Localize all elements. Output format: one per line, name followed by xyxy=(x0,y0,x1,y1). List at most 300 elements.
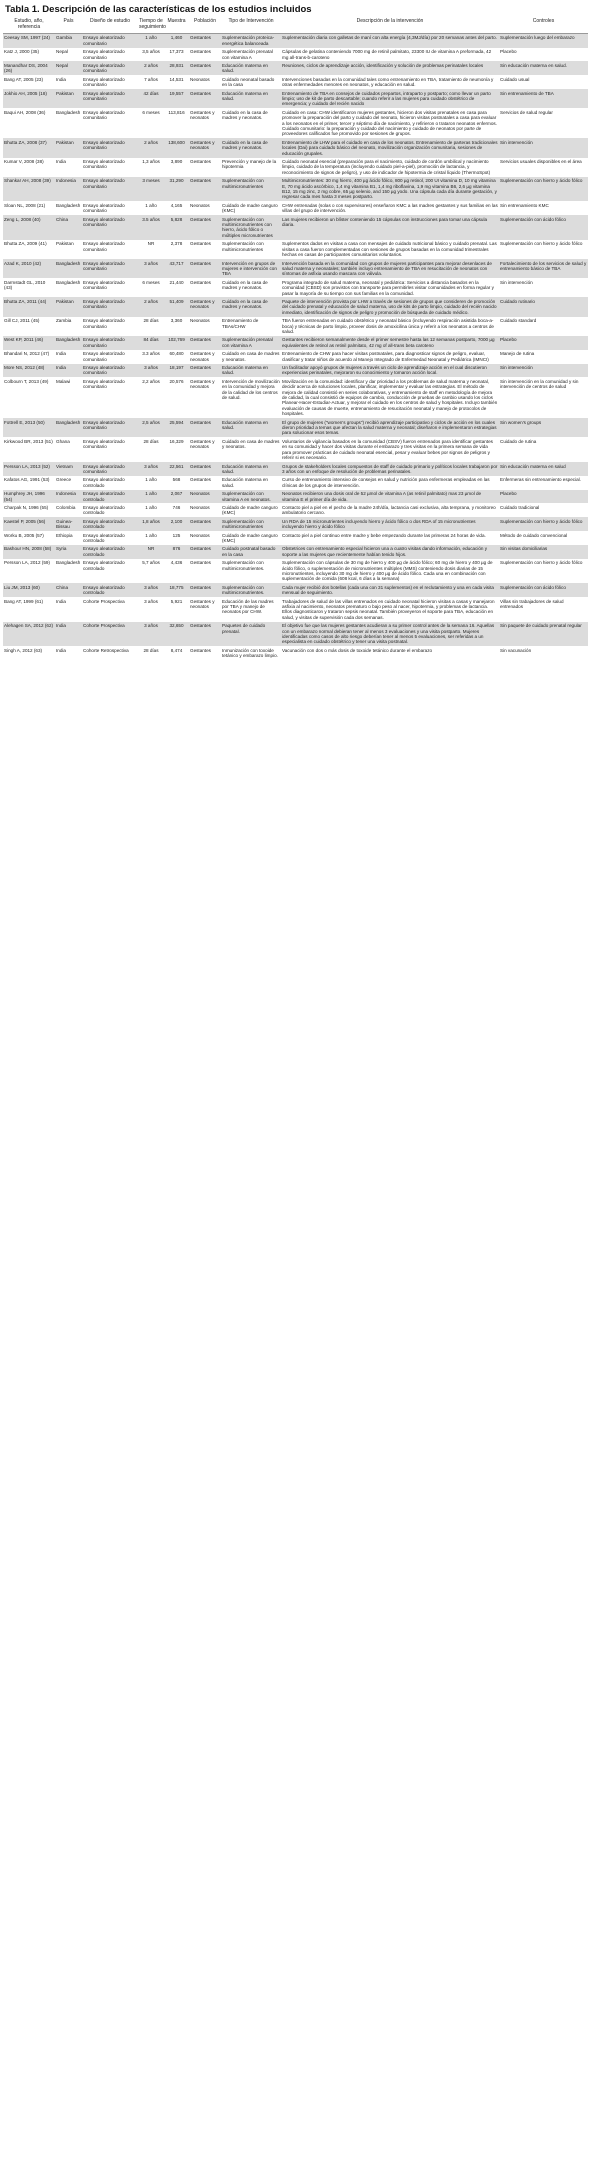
table-cell: Cuidado en la casa de madres y neonatos. xyxy=(221,108,281,138)
table-cell: Sin visitas domiciliarias xyxy=(499,545,588,559)
col-header: Descripción de la intervención xyxy=(281,17,499,33)
table-cell: 60,480 xyxy=(164,350,189,364)
table-cell: Charpak N, 1996 (55) xyxy=(3,503,55,517)
table-cell: Gestantes xyxy=(189,646,221,660)
table-cell: Ensayo aleatorizado comunitario xyxy=(82,177,138,202)
table-cell: Ensayo aleatorizado comunitario xyxy=(82,336,138,350)
table-cell: 25,594 xyxy=(164,418,189,437)
table-cell: 1 año xyxy=(138,531,164,545)
table-cell: 2 años xyxy=(138,138,164,157)
table-cell: Gestantes y neonatos xyxy=(189,377,221,418)
table-cell: Gestantes xyxy=(189,177,221,202)
table-row xyxy=(3,108,588,138)
table-row xyxy=(3,48,588,62)
table-cell: Pakistan xyxy=(55,138,82,157)
table-cell: 84 días xyxy=(138,336,164,350)
table-cell: China xyxy=(55,583,82,597)
table-cell: 51,409 xyxy=(164,297,189,316)
table-cell: Nepal xyxy=(55,48,82,62)
table-cell: Sin entrenamiento de TBA xyxy=(499,89,588,108)
table-row xyxy=(3,138,588,157)
table-cell: Zeng L, 2008 (40) xyxy=(3,215,55,240)
table-cell: Educación materna en salud. xyxy=(221,476,281,490)
table-cell: Un facilitador apoyó grupos de mujeres a través un ciclo de aprendizaje acción en el cual discutieron experiencias perinatales, mejoraron su conocimiento y tomaron acción local. xyxy=(281,364,499,378)
table-cell: Bhandari N, 2012 (47) xyxy=(3,350,55,364)
table-cell: Contacto piel a piel en el pecho de la madre 24h/día, lactancia casi exclusiva, alta temprana, y monitoreo ambulatorio cercano. xyxy=(281,503,499,517)
table-cell: Gestantes xyxy=(189,364,221,378)
table-cell: Cuidado en casa de madres y neonatos. xyxy=(222,351,280,362)
table-cell: 3.3 años xyxy=(138,350,164,364)
table-cell: Suplementación diaria con galletas de maní con alta energía (4,3MJ/día) por 20 semanas antes del parto. xyxy=(281,33,499,47)
table-cell: Educación materna en salud. xyxy=(221,418,281,437)
table-cell: India xyxy=(55,158,82,177)
table-cell: Un RDA de 15 micronutrientes incluyendo hierro y ácido fólico o dos RDA of 15 micronutrientes incluyendo hierro y ácido fólico xyxy=(281,517,499,531)
table-cell: Ensayo aleatorizado comunitario xyxy=(82,278,138,297)
table-cell: Pakistan xyxy=(55,240,82,259)
table-cell: Ensayo aleatorizado controlado xyxy=(82,476,138,490)
table-cell: 18,775 xyxy=(164,583,189,597)
table-cell: Ensayo aleatorizado controlado xyxy=(82,545,138,559)
table-cell: Cuidado usual xyxy=(499,75,588,89)
table-cell: Sin women's groups xyxy=(499,418,588,437)
table-cell: Suplementación con hierro y ácido fólico xyxy=(499,559,588,584)
table-cell: Gestantes xyxy=(189,48,221,62)
table-cell: Liu JM, 2013 (60) xyxy=(3,583,55,597)
table-cell: Cuidado de madre canguro (KMC) xyxy=(221,503,281,517)
table-cell: Bangladesh xyxy=(55,108,82,138)
table-cell: 43,717 xyxy=(164,259,189,278)
table-cell: 1 año xyxy=(138,503,164,517)
table-cell: India xyxy=(55,364,82,378)
table-row xyxy=(3,503,588,517)
table-cell: 2,067 xyxy=(164,490,189,504)
col-header: Tiempo de seguimiento xyxy=(138,17,164,33)
table-cell: 19,557 xyxy=(164,89,189,108)
table-cell: Suplementación prenatal con vitamina A xyxy=(221,48,281,62)
table-cell: Intervención en grupos de mujeres e intervención con TBA xyxy=(221,259,281,278)
table-cell: Sin educación materna en salud xyxy=(499,462,588,476)
table-cell: Ensayo aleatorizado comunitario xyxy=(82,240,138,259)
table-cell: Gestantes y neonatos xyxy=(189,597,221,622)
table-row xyxy=(3,336,588,350)
table-cell: 5,828 xyxy=(164,215,189,240)
table-cell: 1 año xyxy=(138,33,164,47)
table-cell: Multimicronutrientes: 30 mg hierro, 400 µg ácido fólico, 800 µg retinol, 200 UI vitamina D, 10 mg vitamina E, 70 mg ácido ascórbico, 1,4 mg vitamina B1, 1,4 mg riboflavina, 1,9 mg vitamina B6, 2,6 µg vitamina B12, 15 mg zinc, 2 mg cobre, 65 µg selenio, and 150 µg yodo. Una cápsula cada día durante gestación, y regresar cada mes hasta 3 meses postparto. xyxy=(281,177,499,202)
table-cell: Cuidado en la casa de madres y neonatos. xyxy=(221,278,281,297)
table-cell: India xyxy=(55,622,82,647)
table-cell: Suplementación luego del embarazo xyxy=(499,33,588,47)
table-cell: 28 días xyxy=(138,646,164,660)
table-cell: Neonatos xyxy=(189,531,221,545)
table-cell: Cuidado tradicional xyxy=(499,503,588,517)
table-cell: More NS, 2012 (48) xyxy=(3,364,55,378)
table-cell: 3,360 xyxy=(164,317,189,336)
table-cell: Ensayo aleatorizado controlado xyxy=(82,503,138,517)
table-cell: 3 años xyxy=(138,597,164,622)
table-cell: Greece xyxy=(55,476,82,490)
table-cell: 125 xyxy=(164,531,189,545)
table-cell: Ensayo aleatorizado comunitario xyxy=(82,297,138,316)
table-cell: Prevención y manejo de la hipotermia xyxy=(221,158,281,177)
table-cell: Alehagen SA, 2012 (62) xyxy=(3,622,55,647)
table-cell: Gestantes xyxy=(189,545,221,559)
table-cell: Ensayo aleatorizado comunitario xyxy=(82,377,138,418)
table-cell: 3 meses xyxy=(138,177,164,202)
table-cell: Bashour HN, 2008 (58) xyxy=(3,545,55,559)
table-cell: Gestantes xyxy=(189,418,221,437)
table-cell: Suplementación con multimicronutrientes. xyxy=(221,559,281,584)
table-cell: China xyxy=(55,215,82,240)
table-cell: 18,197 xyxy=(164,364,189,378)
table-cell: Servicios usuales disponibles en el área xyxy=(499,158,588,177)
table-cell: Placebo xyxy=(499,48,588,62)
table-row xyxy=(3,531,588,545)
table-cell: 113,816 xyxy=(164,108,189,138)
table-cell: Gestantes xyxy=(189,33,221,47)
table-cell: Ensayo aleatorizado comunitario xyxy=(82,215,138,240)
table-cell: Las mujeres recibieron un blíster conteniendo 15 cápsulas con instrucciones para tomar una cápsula diaria. xyxy=(281,215,499,240)
table-cell: Gestantes xyxy=(189,61,221,75)
table-cell: El objetivo fue que las mujeres gestantes acudieran a su primer control antes de la semana 16. Aquellas con un embarazo normal debieran tener al menos 3 evaluaciones y una visita postparto. Mujeres identificadas como casos de alto riesgo deberían tener al menos 5 evaluaciones, ser referidas a un especialista en cuidado obstétrico y tener una visita postnatal. xyxy=(281,622,499,647)
table-cell: Singh A, 2012 (63) xyxy=(3,646,55,660)
table-cell: Ensayo aleatorizado controlado xyxy=(82,583,138,597)
table-cell: Suplementación con multimicronutrientes xyxy=(221,517,281,531)
table-row xyxy=(3,278,588,297)
table-cell: 3,890 xyxy=(164,158,189,177)
table-cell: Villas sin trabajadores de salud entrenados xyxy=(499,597,588,622)
table-row xyxy=(3,240,588,259)
table-cell: Colbourn T, 2013 (49) xyxy=(3,377,55,418)
table-row xyxy=(3,545,588,559)
table-cell: India xyxy=(55,646,82,660)
table-cell: Pakistan xyxy=(55,89,82,108)
table-cell: Fortalecimiento de los servicios de salud y entrenamiento básico de TBA xyxy=(499,259,588,278)
table-cell: Cohorte Prospectiva xyxy=(82,622,138,647)
table-cell: Gill CJ, 2011 (45) xyxy=(3,317,55,336)
table-cell: 14,531 xyxy=(164,75,189,89)
table-cell: Entrenamiento de CHW para hacer visitas postnatales, para diagnosticar signos de peligro, evaluar, clasificar y tratar niños de acuerdo al Manejo Integrado de Enfermedad Neonatal y Pediátrica (IMNCI) xyxy=(281,350,499,364)
table-cell: 32,650 xyxy=(164,622,189,647)
table-cell: 20,576 xyxy=(164,377,189,418)
table-cell: Grupos de stakeholders locales compuestos de staff de cuidado primario y políticos locales trabajaron por 3 años con un enfoque de resolución de problemas perinatales. xyxy=(282,463,498,474)
table-cell: Kumar V, 2008 (38) xyxy=(3,158,55,177)
table-cell: Gestantes xyxy=(189,583,221,597)
table-cell: Bang AT, 2005 (23) xyxy=(3,75,55,89)
table-cell: 138,600 xyxy=(164,138,189,157)
table-cell: Guinea-Bissau xyxy=(55,517,82,531)
table-cell: Jokhio AH, 2005 (18) xyxy=(3,89,55,108)
table-cell: Cuidado en casa de madres y neonatos. xyxy=(221,437,281,462)
table-cell: Darmstadt GL, 2010 (43) xyxy=(3,278,55,297)
table-cell: Suplementación con hierro y ácido fólico xyxy=(499,517,588,531)
table-cell: 3 años xyxy=(138,622,164,647)
table-cell: Kaestel P, 2005 (56) xyxy=(3,517,55,531)
table-cell: Sin intervención xyxy=(499,278,588,297)
table-cell: TBA fueron entrenadas en cuidado obstétrico y neonatal básico (incluyendo respiración asistida boca-a-boca) y técnicas de parto limpio, proveer dosis de amoxicilina única y referir a los neonatos a centros de salud. xyxy=(281,317,499,336)
table-cell: Sin intervención en la comunidad y sin intervención de centros de salud xyxy=(499,377,588,418)
table-cell: 3 años xyxy=(138,364,164,378)
table-cell: 7 años xyxy=(138,75,164,89)
table-cell: Suplementación con hierro y ácido fólico xyxy=(499,240,588,259)
table-row xyxy=(3,597,588,622)
table-cell: Suplementación con multimicronutrientes xyxy=(221,177,281,202)
table-row xyxy=(3,476,588,490)
table-cell: Cuidado en casa: CHW identificaron mujeres gestantes, hicieron dos visitas prenatales en casa para promover la preparación del parto y cuidado del neonato, hicieron visitas postnatales a casa para evaluar a los neonatos en el primer, tercer y séptimo día de nacimiento, y refirieron o trataron neonatos enfermos. Cuidado comunitario: la preparación y cuidado del nacimiento y cuidado de neonatos por parte de proveedores calificados fue promovido por sesiones de grupos. xyxy=(282,109,497,137)
table-cell: Suplementación con ácido fólico xyxy=(499,583,588,597)
table-cell: 42 días xyxy=(138,89,164,108)
table-cell: Kafatos AG, 1991 (53) xyxy=(3,476,55,490)
table-cell: Sin educación materna en salud. xyxy=(499,61,588,75)
table-cell: Placebo xyxy=(499,490,588,504)
table-cell: 3.5 años xyxy=(138,215,164,240)
table-cell: Sin vacunación xyxy=(499,646,588,660)
table-title: Tabla 1. Descripción de las características de los estudios incluidos xyxy=(5,4,312,15)
table-cell: 3 años xyxy=(138,583,164,597)
table-cell: Zambia xyxy=(55,317,82,336)
col-header: Tipo de Intervención xyxy=(221,17,281,33)
table-cell: Bangladesh xyxy=(55,278,82,297)
table-cell: 28,931 xyxy=(164,61,189,75)
table-row xyxy=(3,364,588,378)
table-cell: Cohorte Prospectiva xyxy=(82,597,138,622)
table-cell: Humphrey JH, 1996 (54) xyxy=(3,490,55,504)
table-cell: Gestantes xyxy=(189,89,221,108)
table-cell: Gestantes xyxy=(189,622,221,647)
table-cell: Cuidado neonatal esencial (preparación para el nacimiento, cuidado de cordón umbilical y nacimiento limpio, cuidado de la temperatura (incluyendo cuidado piel-a-piel), promoción de lactancia, y reconocimiento de signos de peligro), y uso de indicador de hipotermia de cristal líquido (ThermoSpot) xyxy=(281,158,499,177)
table-cell: 28 días xyxy=(138,317,164,336)
table-cell: NR xyxy=(138,545,164,559)
table-cell: 22,561 xyxy=(164,462,189,476)
table-cell: Malawi xyxy=(55,377,82,418)
col-header: Diseño de estudio xyxy=(82,17,138,33)
table-cell: 1,460 xyxy=(164,33,189,47)
table-cell: Cuidado postnatal basado en la casa xyxy=(221,545,281,559)
col-header: Controles xyxy=(499,17,588,33)
table-cell: Suplementación con multimicronutrientes xyxy=(221,240,281,259)
table-cell: 17,373 xyxy=(164,48,189,62)
table-cell: Manandhar DS, 2004 (26) xyxy=(3,61,55,75)
table-cell: Inmunización con toxoide tetánico y embarazo limpio. xyxy=(221,646,281,660)
table-cell: 6 meses xyxy=(138,278,164,297)
table-cell: 31,290 xyxy=(164,177,189,202)
table-cell: Entrenamiento de TBAs/CHW xyxy=(221,317,281,336)
table-cell: Sin paquete de cuidado prenatal regular xyxy=(499,622,588,647)
table-row xyxy=(3,559,588,584)
table-cell: Gestantes y neonatos xyxy=(189,297,221,316)
table-row xyxy=(3,259,588,278)
table-cell: Suplementación con hierro y ácido fólico xyxy=(499,177,588,202)
table-cell: Gestantes y neonatos xyxy=(189,437,221,462)
table-cell: Trabajadores de salud de las villas entrenados en cuidado neonatal hicieron visitas a casas y manejaron asfixia al nacimiento, neonatos prematuro o bajo peso al nacer, hipotermia, y problemas de lactancia. Ellos diagnosticaron y trataron sepsis neonatal. También proveyeron el soporte para TBA, educación en salud, y visitas de supervisión cada dos semanas. xyxy=(281,597,499,622)
table-cell: Bangladesh xyxy=(55,201,82,215)
table-cell: Gambia xyxy=(55,33,82,47)
table-row xyxy=(3,33,588,47)
table-cell: 28 días xyxy=(138,437,164,462)
table-cell: Ensayo aleatorizado comunitario xyxy=(82,108,138,138)
table-cell: Reuniones, ciclos de aprendizaje acción, identificación y solución de problemas perinatales locales xyxy=(281,61,499,75)
table-cell: 5,921 xyxy=(164,597,189,622)
table-cell: Syria xyxy=(55,545,82,559)
table-cell: 3 años xyxy=(138,462,164,476)
table-row xyxy=(3,350,588,364)
table-cell: Worku B, 2005 (57) xyxy=(3,531,55,545)
table-cell: Azad K, 2010 (42) xyxy=(3,259,55,278)
table-cell: Cuidado neonatal basado en la casa xyxy=(221,75,281,89)
table-cell: Intervenciones basadas en la comunidad tales como entrenamiento en TBA, tratamiento de neumonía y otras enfermedades menores en neonatos, y educación en salud. xyxy=(281,75,499,89)
table-cell: 5,7 años xyxy=(138,559,164,584)
table-row xyxy=(3,215,588,240)
table-cell: Gestantes recibieron semanalmente desde el primer semestre hasta las 12 semanas postparto, 7000 µg equivalentes de retinol as retinil palmitato, 42 mg of all-trans beta caroteno xyxy=(281,336,499,350)
table-cell: Manejo de rutina xyxy=(499,350,588,364)
table-cell: Ensayo aleatorizado comunitario xyxy=(82,201,138,215)
table-cell: Ensayo aleatorizado comunitario xyxy=(82,33,138,47)
table-cell: Ensayo aleatorizado comunitario xyxy=(82,75,138,89)
table-cell: Ensayo aleatorizado controlado xyxy=(82,517,138,531)
table-cell: Gestantes xyxy=(189,462,221,476)
table-cell: Neonatos xyxy=(189,75,221,89)
table-cell: Gestantes xyxy=(189,336,221,350)
table-cell: Ensayo aleatorizado comunitario xyxy=(82,89,138,108)
table-cell: Indonesia xyxy=(55,490,82,504)
table-cell: Bangladesh xyxy=(55,559,82,584)
table-cell: Ensayo aleatorizado comunitario xyxy=(82,138,138,157)
table-row xyxy=(3,490,588,504)
table-cell: Gestantes y neonatos xyxy=(189,350,221,364)
table-row xyxy=(3,297,588,316)
table-cell: Indonesia xyxy=(55,177,82,202)
table-cell: Neonatos xyxy=(189,317,221,336)
table-cell: India xyxy=(55,597,82,622)
table-cell: Cuidado de rutina xyxy=(499,437,588,462)
table-cell: Cuidado en la casa de madres y neonatos. xyxy=(221,138,281,157)
table-cell: 568 xyxy=(164,476,189,490)
table-cell: Servicios de salud regular xyxy=(499,108,588,138)
table-cell: West KP, 2011 (46) xyxy=(3,336,55,350)
table-row xyxy=(3,201,588,215)
table-cell: Gestantes xyxy=(189,559,221,584)
table-cell: Enfermeras sin entrenamiento especial. xyxy=(499,476,588,490)
table-cell: Cada mujer recibió dos botellas (cada una con 31 suplementos) en el reclutamiento y una en cada visita mensual de seguimiento. xyxy=(281,583,499,597)
table-cell: Colombia xyxy=(55,503,82,517)
table-cell: Gestantes xyxy=(189,278,221,297)
table-row xyxy=(3,517,588,531)
table-cell: Suplementación prenatal con vitamina A xyxy=(221,336,281,350)
table-cell: 1 año xyxy=(138,201,164,215)
table-cell: Ensayo aleatorizado controlado xyxy=(82,490,138,504)
table-cell: Neonatos xyxy=(189,490,221,504)
table-cell: Entrenamiento de LHW para el cuidado en casa de los neonatos. Entrenamiento de parteras tradicionales locales (Dai) para cuidado básico del neonato, movilización organización comunitaria, sesiones de educación grupales. xyxy=(282,139,498,156)
table-cell: Sin intervención xyxy=(499,138,588,157)
table-cell: Suplementación con multimicronutrientes. xyxy=(221,583,281,597)
table-cell: Educación materna en salud. xyxy=(221,61,281,75)
table-cell: 3 años xyxy=(138,259,164,278)
table-cell: 1,3 años xyxy=(138,158,164,177)
table-cell: Suplementación proteica-energética balanceada xyxy=(221,33,281,47)
table-cell: Bhutta ZA, 2008 (37) xyxy=(3,138,55,157)
table-cell: Gestantes y neonatos xyxy=(189,138,221,157)
table-cell: 21,440 xyxy=(164,278,189,297)
table-cell: CHW entrenadas (solas o con supervisores) enseñaron KMC a las madres gestantes y sus familias en las villas del grupo de intervención. xyxy=(282,202,498,214)
table-cell: Ensayo aleatorizado comunitario xyxy=(82,462,138,476)
header-row xyxy=(3,17,588,33)
table-cell: 4,165 xyxy=(164,201,189,215)
table-row xyxy=(3,462,588,476)
col-header: País xyxy=(55,17,82,33)
table-cell: Cuidado en la casa de madres y neonatos. xyxy=(221,297,281,316)
table-cell: Suplementación con ácido fólico xyxy=(499,215,588,240)
table-cell: Pakistan xyxy=(55,297,82,316)
table-cell: Suplementos dados en visitas a casa con mensajes de cuidado nutricional básico y cuidado prenatal. Las visitas a casa fueron complementadas con sesiones de grupos basadas en la comunidad trimestrales hechas en casas de participantes comunitarios voluntarios. xyxy=(281,240,499,259)
table-cell: Sloan NL, 2008 (21) xyxy=(3,201,55,215)
table-cell: Gestantes xyxy=(189,476,221,490)
table-cell: India xyxy=(55,75,82,89)
table-cell: Cuidado de madre canguro (KMC) xyxy=(221,531,281,545)
table-cell: Nepal xyxy=(55,61,82,75)
table-cell: Ensayo aleatorizado comunitario xyxy=(82,350,138,364)
table-row xyxy=(3,622,588,647)
table-cell: Ensayo aleatorizado comunitario xyxy=(82,259,138,278)
table-cell: Ensayo aleatorizado comunitario xyxy=(82,437,138,462)
table-cell: 4,436 xyxy=(164,559,189,584)
table-row xyxy=(3,646,588,660)
table-cell: Ethiopia xyxy=(55,531,82,545)
table-cell: Bangladesh xyxy=(55,418,82,437)
table-cell: Gestantes xyxy=(189,158,221,177)
table-cell: Ensayo aleatorizado comunitario xyxy=(82,158,138,177)
table-cell: Obstetrices con entrenamiento especial hicieron una a cuatro visitas dando información, educación y soporte a las mujeres que recientemente habían tenido hijos. xyxy=(281,545,499,559)
table-row xyxy=(3,418,588,437)
table-cell: India xyxy=(55,350,82,364)
table-row xyxy=(3,377,588,418)
table-cell: 746 xyxy=(164,503,189,517)
table-cell: Cohorte Retrospectiva xyxy=(82,646,138,660)
table-cell: 102,769 xyxy=(164,336,189,350)
table-cell: Ceesay SM, 1997 (24) xyxy=(3,33,55,47)
table-cell: Suplementación con multimicronutrientes con hierro, ácido fólico o múltiples micronutrientes xyxy=(221,215,281,240)
table-cell: Ensayo aleatorizado controlado xyxy=(82,531,138,545)
table-cell: Programa integrado de salud materna, neonatal y pediátrica: Servicios a distancia basados en la comunidad (CBSD) son provistos con transporte para permitirles visitar comunidades en forma regular y pasar la mayoría de su tiempo con sus familias en la comunidad. xyxy=(281,278,499,297)
table-cell: Shankar AH, 2008 (39) xyxy=(3,177,55,202)
table-cell: Placebo xyxy=(499,336,588,350)
table-row xyxy=(3,583,588,597)
table-cell: 8,474 xyxy=(164,646,189,660)
table-cell: El grupo de mujeres ("women's groups") recibió aprendizaje participativo y ciclos de acción en los cuales dieron prioridad a temas que afectan la salud materna y neonatal; diseñaron e implementaron estrategias para solucionar esos temas. xyxy=(281,418,499,437)
table-cell: Bangladesh xyxy=(55,336,82,350)
table-cell: Vietnam xyxy=(55,462,82,476)
table-cell: Bhutta ZA, 2011 (44) xyxy=(3,297,55,316)
table-cell: 2,100 xyxy=(164,517,189,531)
table-cell: Sin intervención xyxy=(499,364,588,378)
table-cell: Paquete de intervención provista por LHW a través de sesiones de grupos que consideren de promoción del cuidado prenatal y educación de salud materna, uso de kits de parto limpio, cuidado del recién nacido inmediato, identificación de signos de peligro y promoción de búsqueda de cuidado médico. xyxy=(281,297,499,316)
table-cell: 2,2 años xyxy=(138,377,164,418)
table-cell: Ensayo aleatorizado comunitario xyxy=(82,418,138,437)
table-cell: Cápsulas de gelatina conteniendo 7000 mg de retinil palmitato, 23300 IU de vitamina A preformada, 42 mg all-trans-b-caroteno xyxy=(281,48,499,62)
col-header: Población xyxy=(189,17,221,33)
col-header: Estudio, año, referencia xyxy=(3,17,55,33)
table-cell: 16,329 xyxy=(164,437,189,462)
table-cell: 876 xyxy=(164,545,189,559)
table-row xyxy=(3,158,588,177)
table-cell: Ensayo aleatorizado comunitario xyxy=(82,48,138,62)
table-cell: Educación materna en salud. xyxy=(221,462,281,476)
table-cell: Gestantes xyxy=(189,240,221,259)
table-cell: 2 años xyxy=(138,297,164,316)
table-cell: 2,378 xyxy=(164,240,189,259)
table-cell: Persson LA, 2012 (59) xyxy=(3,559,55,584)
table-cell: Kirkwood BR, 2013 (51) xyxy=(3,437,55,462)
table-cell: Voluntarios de vigilancia basados en la comunidad (CBSV) fueron entrenados para identificar gestantes en su comunidad y hacer dos visitas durante el embarazo y tres visitas en la primera semana de vida para promover prácticas de cuidado neonatal esencial, pesar y evaluar bebes por signos de peligros y referir si es necesario. xyxy=(281,437,499,462)
table-cell: Neonatos recibieron una dosis oral de 52 µmol de vitamina A (as retinil palmitato) mas 23 µmol de vitamina E el primer día de vida. xyxy=(281,490,499,504)
